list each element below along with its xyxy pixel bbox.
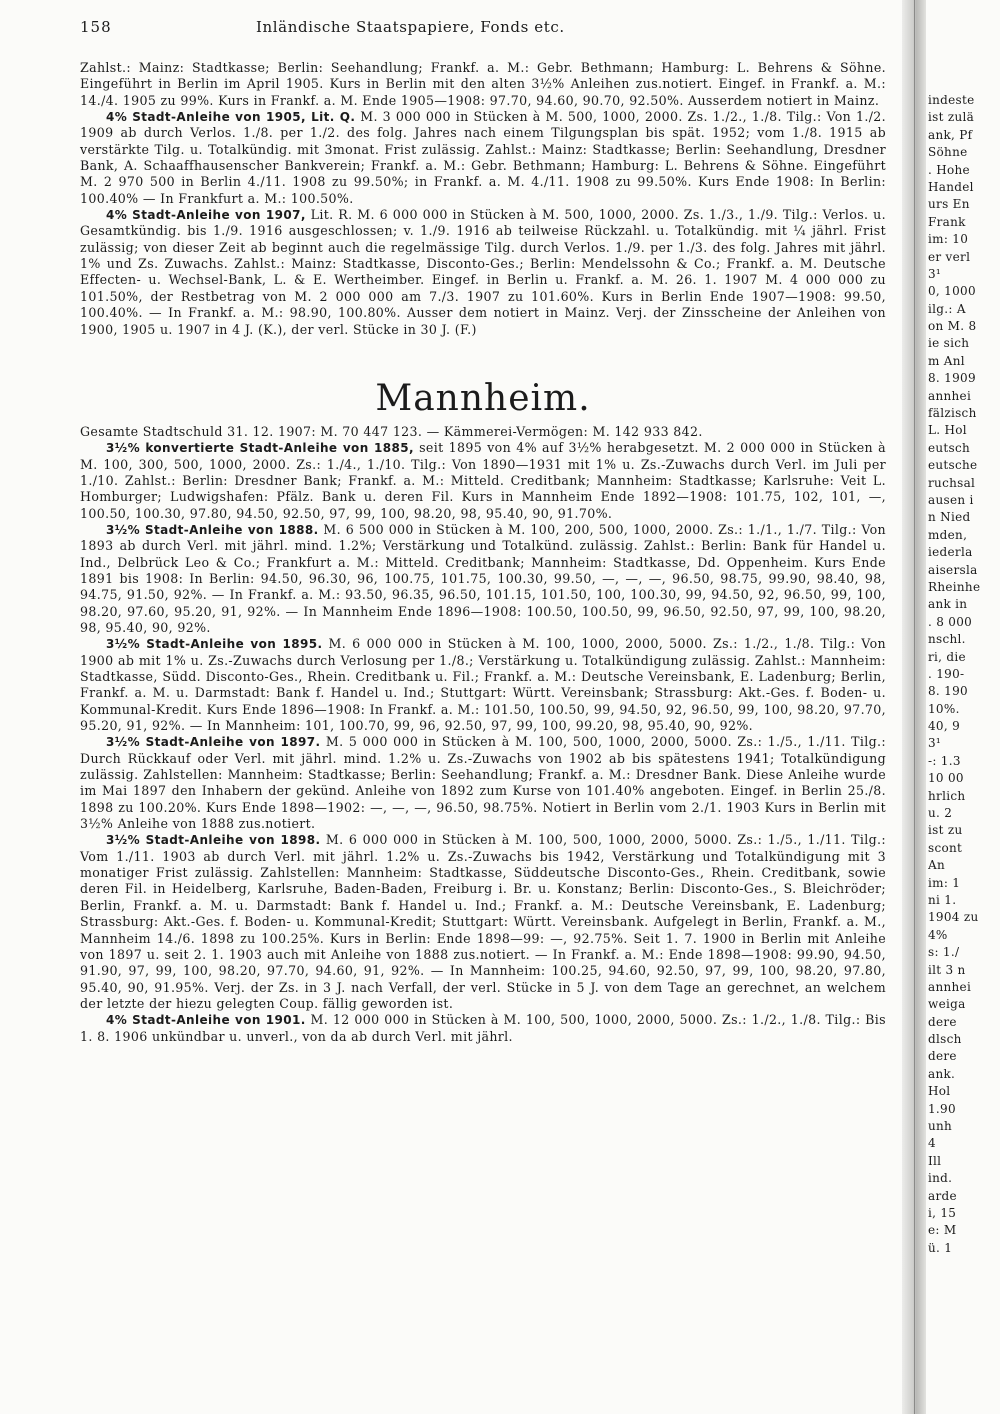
adjacent-page-line: 0, 1000 [928, 284, 976, 299]
loan-text: M. 3 000 000 in Stücken à M. 500, 1000, 2000. Zs. 1./2., 1./8. Tilg.: Von 1./2. 1909 ab durch Verlos. 1./8. per 1./2. des folg. Jahres nach einem Tilgungsplan bis spät. 1952; vom 1./8. 1915 ab verstärkte Tilg. u. Totalkündig. mit 3monat. Frist zulässig. Zahlst.: Mainz: Stadtkasse; Berlin: Seehandlung, Dresdner Bank, A. Schaaffhausenscher Bankverein; Frankf. a. M.: Gebr. Bethmann; Hamburg: L. Behrens & Söhne. Eingeführt M. 2 970 500 in Berlin 4./11. 1908 zu 99.50%; in Frankf. a. M. 4./11. 1908 zu 99.50%. Kurs Ende 1908: In Berlin: 100.40% — In Frankfurt a. M.: 100.50%. [80, 109, 886, 206]
body-text [80, 60, 886, 1045]
adjacent-page-line: eutsch [928, 440, 971, 455]
adjacent-page-line: mden, [928, 527, 968, 542]
adjacent-page-line: im: 10 [928, 232, 969, 247]
adjacent-page-line: 10%. [928, 701, 960, 716]
page-header [80, 12, 886, 42]
loan-heading: 3½% Stadt-Anleihe von 1895. [106, 637, 323, 652]
adjacent-page-line: annhei [928, 979, 972, 994]
adjacent-page-line: 1904 zu [928, 910, 979, 925]
adjacent-page-line: 8. 190 [928, 684, 968, 699]
adjacent-page-line: ank, Pf [928, 127, 973, 142]
adjacent-page-line: dere [928, 1049, 957, 1064]
adjacent-page-line: ni 1. [928, 892, 957, 907]
adjacent-page-line: ri, die [928, 649, 966, 664]
mannheim-loan-1888 [80, 522, 886, 636]
adjacent-page-line: i, 15 [928, 1206, 957, 1220]
loan-heading: 3½% Stadt-Anleihe von 1888. [106, 522, 319, 537]
adjacent-page-line: ilt 3 n [928, 962, 966, 977]
gutter-line [914, 0, 915, 1414]
adjacent-page-line: er verl [928, 249, 971, 264]
adjacent-page-line: unh [928, 1119, 953, 1134]
mannheim-loan-1885 [80, 440, 886, 522]
adjacent-page-line: e: M [928, 1223, 957, 1238]
adjacent-page-line: 4 [928, 1136, 936, 1151]
adjacent-page-line: . Hohe [928, 162, 970, 177]
adjacent-page-line: u. 2 [928, 806, 953, 821]
mainz-loan-1905 [80, 109, 886, 207]
adjacent-page-line: 1.90 [928, 1101, 956, 1116]
adjacent-page-line: 3¹ [928, 266, 942, 281]
mannheim-intro: Gesamte Stadtschuld 31. 12. 1907: M. 70 447 123. — Kämmerei-Vermögen: M. 142 933 842. [80, 423, 703, 439]
loan-text: Lit. R. M. 6 000 000 in Stücken à M. 500, 1000, 2000. Zs. 1./3., 1./9. Tilg.: Verlos. u. Gesamtkündig. bis 1./9. 1916 ausgeschlossen; v. 1./9. 1916 ab teilweise Rückzahl. u. Totalkündig. mit ¼ jährl. Frist zulässig; von dieser Zeit ab beginnt auch die regelmässige Tilg. durch Verlos. 1./9. per 1./3. des folg. Jahres mit jährl. 1% und Zs. Zuwachs. Zahlst.: Mainz: Stadtkasse, Disconto-Ges.; Berlin: Mendelssohn & Co.; Frankf. a. M. Deutsche Effecten- u. Wechsel-Bank, L. & E. Wertheimber. Eingef. in Berlin u. Frankf. a. M. 26. 1. 1907 M. 4 000 000 zu 101.50%, der Restbetrag von M. 2 000 000 am 7./3. 1907 zu 101.60%. Kurs in Berlin Ende 1907—1908: 99.50, 100.40%. — In Frankf. a. M.: 98.90, 100.80%. Ausser dem notiert in Mainz. Verj. der Zinsscheine der Anleihen von 1900, 1905 u. 1907 in 4 J. (K.), der verl. Stücke in 30 J. (F.) [80, 207, 886, 337]
loan-heading: 4% Stadt-Anleihe von 1905, Lit. Q. [106, 110, 356, 125]
adjacent-page-line: -: 1.3 [928, 753, 961, 768]
section-title: Mannheim. [375, 377, 591, 419]
adjacent-page-line: ü. 1 [928, 1240, 953, 1255]
adjacent-page-line: n Nied [928, 510, 971, 525]
loan-heading: 3½% Stadt-Anleihe von 1898. [106, 833, 321, 848]
adjacent-page-line: ausen i [928, 492, 974, 507]
adjacent-page-line: . 8 000 [928, 614, 973, 629]
mainz-paragraph-1: Zahlst.: Mainz: Stadtkasse; Berlin: Seehandlung; Frankf. a. M.: Gebr. Bethmann; Hamburg: L. Behrens & Söhne. Eingeführt in Berlin im April 1905. Kurs in Berlin mit den alten 3½% Anleihen zus.notiert. Eingef. in Frankf. a. M.: 14./4. 1905 zu 99%. Kurs in Frankf. a. M. Ende 1905—1908: 97.70, 94.60, 90.70, 92.50%. Ausserdem notiert in Mainz. [80, 60, 886, 108]
adjacent-page-line: s: 1./ [928, 945, 960, 960]
adjacent-page-line: fälzisch [928, 406, 977, 421]
loan-text: M. 5 000 000 in Stücken à M. 100, 500, 1000, 2000, 5000. Zs.: 1./5., 1./11. Tilg.: Durch Rückkauf oder Verl. mit jährl. mind. 1.2% u. Zs.-Zuwachs von 1902 ab bis spätestens 1941; Totalkündigung zulässig. Zahlstellen: Mannheim: Stadtkasse; Berlin: Seehandlung; Frankf. a. M.: Dresdner Bank. Diese Anleihe wurde im Mai 1897 den Inhabern der gekünd. Anleihe von 1892 zum Kurse von 101.40% angeboten. Eingef. in Berlin 25./8. 1898 zu 100.20%. Kurs Ende 1898—1902: —, —, —, 96.50, 98.75%. Notiert in Berlin vom 2./1. 1903 Kurs in Berlin mit 3½% Anleihe von 1888 zus.notiert. [80, 734, 887, 832]
adjacent-page-line: dlsch [928, 1032, 962, 1047]
adjacent-page-line: nschl. [928, 632, 966, 647]
adjacent-page-line: ist zulä [928, 110, 975, 125]
adjacent-page-line: ank in [928, 597, 968, 612]
adjacent-page-line: urs En [928, 197, 970, 212]
page-number: 158 [80, 18, 112, 36]
adjacent-page-line: dere [928, 1014, 957, 1029]
adjacent-page-line: ruchsal [928, 475, 976, 490]
adjacent-page-line: ank. [928, 1066, 956, 1081]
adjacent-page-line: Handel [928, 179, 974, 194]
adjacent-page-line: on M. 8 [928, 319, 977, 334]
adjacent-page-line: eutsche [928, 458, 978, 473]
adjacent-page-line: indeste [928, 93, 975, 107]
adjacent-page-line: 40, 9 [928, 719, 961, 734]
loan-text: M. 6 000 000 in Stücken à M. 100, 500, 1000, 2000, 5000. Zs.: 1./5., 1./11. Tilg.: Vom 1./11. 1903 ab durch Verl. mit jährl. 1.2% u. Zs.-Zuwachs bis 1942, Verstärkung und Totalkündigung mit 3 monatiger Frist zulässig. Zahlstellen: Mannheim: Stadtkasse, Süddeutsche Disconto-Ges., Rhein. Creditbank, sowie deren Fil. in Heidelberg, Karlsruhe, Baden-Baden, Freiburg i. Br. u. Konstanz; Berlin: Disconto-Ges., S. Bleichröder; Berlin, Frankf. a. M. u. Darmstadt: Bank f. Handel u. Ind.; Frankf. a. M.: Deutsche Vereinsbank, E. Ladenburg; Strassburg: Akt.-Ges. f. Boden- u. Kommunal-Kredit; Stuttgart: Württ. Vereinsbank. Aufgelegt in Berlin, Frankf. a. M., Mannheim 14./6. 1898 zu 100.25%. Kurs in Berlin: Ende 1898—99: —, 92.75%. Seit 1. 7. 1900 in Berlin mit Anleihe von 1897 u. seit 2. 1. 1903 auch mit Anleihe von 1888 zus.notiert. — In Frankf. a. M.: Ende 1898—1908: 99.90, 94.50, 91.90, 97, 99, 100, 98.20, 97.70, 94.60, 91, 92%. — In Mannheim: 100.25, 94.60, 92.50, 97, 99, 100, 98.20, 97.80, 95.40, 90, 91.95%. Verj. der Zs. in 3 J. nach Verfall, der verl. Stücke in 5 J. von dem Tage an gerechnet, an welchem der letzte der hiezu gelegten Coup. fällig geworden ist. [80, 832, 887, 1011]
adjacent-page-line: ist zu [928, 823, 963, 838]
adjacent-page-line: aisersla [928, 562, 978, 577]
adjacent-page-line: annhei [928, 388, 972, 403]
loan-heading: 3½% Stadt-Anleihe von 1897. [106, 735, 321, 750]
adjacent-page-line: 4% [928, 927, 948, 942]
mannheim-loan-1901 [80, 1012, 886, 1045]
adjacent-page-fragments [928, 92, 1000, 1257]
adjacent-page-line: Ill [928, 1153, 942, 1168]
adjacent-page-line: hrlich [928, 788, 966, 803]
adjacent-page-line: . 190- [928, 666, 965, 681]
adjacent-page-line: m Anl [928, 353, 965, 368]
adjacent-page-line: arde [928, 1188, 957, 1203]
running-title: Inländische Staatspapiere, Fonds etc. [256, 18, 565, 36]
loan-text: M. 6 000 000 in Stücken à M. 100, 1000, 2000, 5000. Zs.: 1./2., 1./8. Tilg.: Von 1900 ab mit 1% u. Zs.-Zuwachs durch Verlosung per 1./8.; Verstärkung u. Totalkündigung zulässig. Zahlst.: Mannheim: Stadtkasse, Südd. Disconto-Ges., Rhein. Creditbank u. Fil.; Frankf. a. M.: Deutsche Vereinsbank, E. Ladenburg; Berlin, Frankf. a. M. u. Darmstadt: Bank f. Handel u. Ind.; Stuttgart: Württ. Vereinsbank; Strassburg: Akt.-Ges. f. Boden- u. Kommunal-Kredit. Kurs Ende 1896—1908: In Frankf. a. M.: 101.50, 100.50, 99, 94.50, 92, 96.50, 99, 100, 98.20, 97.70, 95.20, 91, 92%. — In Mannheim: 101, 100.70, 99, 96, 92.50, 97, 99, 100, 99.20, 98, 95.40, 90, 92%. [80, 636, 886, 734]
main-column [80, 12, 886, 1045]
adjacent-page-line: 10 00 [928, 771, 964, 786]
adjacent-page-line: Söhne [928, 145, 968, 160]
adjacent-page-line: Hol [928, 1084, 951, 1099]
mannheim-loan-1895 [80, 636, 886, 734]
loan-text: seit 1895 von 4% auf 3½% herabgesetzt. M. 2 000 000 in Stücken à M. 100, 300, 500, 1000, 2000. Zs.: 1./4., 1./10. Tilg.: Von 1890—1931 mit 1% u. Zs.-Zuwachs durch Verl. im Juli per 1./10. Zahlst.: Berlin: Dresdner Bank; Frankf. a. M.: Mitteld. Creditbank; Mannheim: Stadtkasse; Karlsruhe: Veit L. Homburger; Ludwigshafen: Pfälz. Bank u. deren Fil. Kurs in Mannheim Ende 1892—1908: 101.75, 102, 101, —, 100.50, 100.30, 97.80, 94.50, 92.50, 97, 99, 100, 98.20, 98, 95.40, 90, 91.70%. [80, 440, 886, 521]
adjacent-page-line: Rheinhe [928, 579, 981, 594]
mannheim-loan-1897 [80, 734, 886, 832]
loan-text: M. 6 500 000 in Stücken à M. 100, 200, 500, 1000, 2000. Zs.: 1./1., 1./7. Tilg.: Von 1893 ab durch Verl. mit jährl. mind. 1.2%; Verstärkung und Totalkünd. zulässig. Zahlst.: Berlin: Bank für Handel u. Ind., Delbrück Leo & Co.; Frankfurt a. M.: Mitteld. Creditbank; Mannheim: Stadtkasse, Dd. Oppenheim. Kurs Ende 1891 bis 1908: In Berlin: 94.50, 96.30, 96, 100.75, 101.75, 100.30, 99.50, —, —, —, 96.50, 98.75, 99.90, 98.40, 98, 94.75, 91.50, 92%. — In Frankf. a. M.: 93.50, 96.35, 96.50, 101.15, 101.50, 100, 100.30, 99, 94.50, 92, 96.50, 99, 100, 98.20, 97.60, 95.20, 91, 92%. — In Mannheim Ende 1896—1908: 100.50, 100.50, 99, 96.50, 92.50, 97, 99, 100, 98.20, 98, 95.40, 90, 92%. [80, 521, 886, 635]
loan-heading: 4% Stadt-Anleihe von 1907, [106, 208, 306, 223]
adjacent-page-line: L. Hol [928, 423, 967, 438]
adjacent-page-line: 3¹ [928, 736, 942, 751]
adjacent-page-line: scont [928, 840, 963, 855]
adjacent-page-line: ilg.: A [928, 301, 966, 316]
adjacent-page-line: weiga [928, 997, 966, 1012]
adjacent-page-line: 8. 1909 [928, 371, 976, 386]
adjacent-page-line: iederla [928, 545, 973, 560]
adjacent-page-line: ie sich [928, 336, 970, 351]
mainz-loan-1907 [80, 207, 886, 338]
loan-heading: 4% Stadt-Anleihe von 1901. [106, 1013, 306, 1028]
adjacent-page-line: Frank [928, 214, 966, 229]
loan-heading: 3½% konvertierte Stadt-Anleihe von 1885, [106, 441, 414, 456]
adjacent-page-line: im: 1 [928, 875, 961, 890]
mannheim-loan-1898 [80, 832, 886, 1012]
loan-text: M. 12 000 000 in Stücken à M. 100, 500, 1000, 2000, 5000. Zs.: 1./2., 1./8. Tilg.: Bis 1. 8. 1906 unkündbar u. unverl., von da ab durch Verl. mit jährl. [80, 1012, 886, 1044]
adjacent-page-line: ind. [928, 1171, 953, 1186]
adjacent-page-line: An [928, 858, 945, 873]
